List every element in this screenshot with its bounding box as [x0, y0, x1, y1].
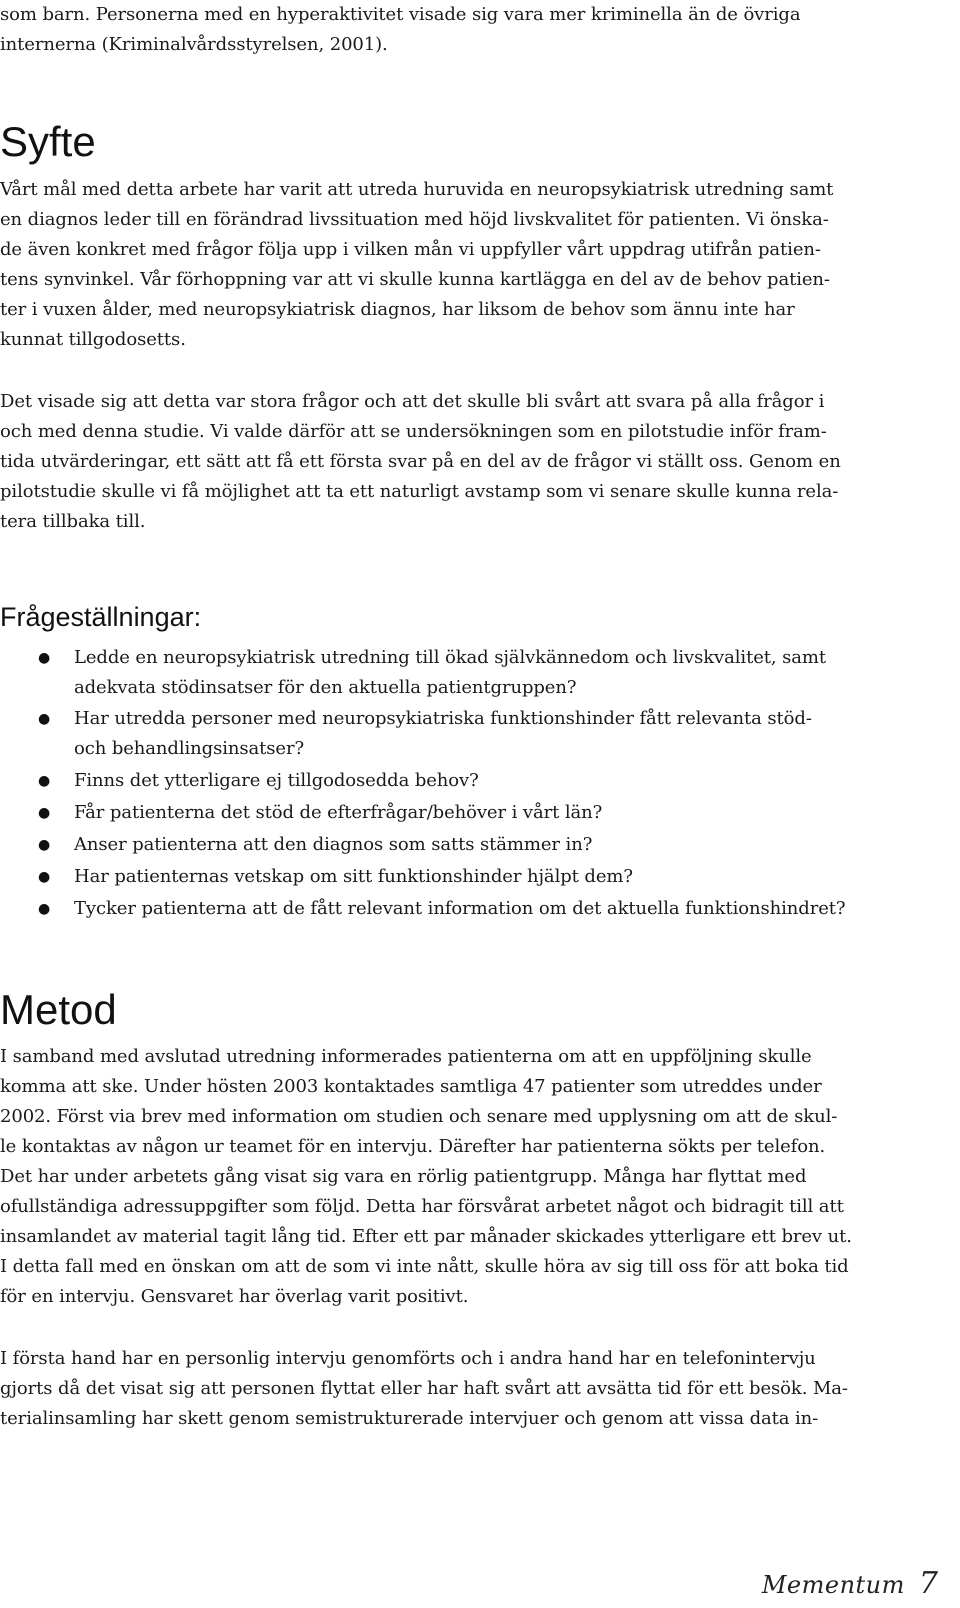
section-heading-fragestallningar: Frågeställningar: — [0, 602, 202, 632]
metod-paragraph-1-line: ofullständiga adressuppgifter som följd. Detta har försvårat arbetet något och bidragit till att — [0, 1196, 844, 1217]
syfte-paragraph-1-line: kunnat tillgodosetts. — [0, 329, 186, 350]
intro-line: internerna (Kriminalvårdsstyrelsen, 2001). — [0, 34, 388, 55]
metod-paragraph-2-line: I första hand har en personlig intervju genomförts och i andra hand har en telefonintervju — [0, 1348, 816, 1369]
metod-paragraph-1-line: komma att ske. Under hösten 2003 kontaktades samtliga 47 patienter som utreddes under — [0, 1076, 822, 1097]
question-list-item: Finns det ytterligare ej tillgodosedda behov? — [74, 770, 479, 791]
metod-paragraph-1-line: le kontaktas av någon ur teamet för en intervju. Därefter har patienterna sökts per telefon. — [0, 1136, 826, 1157]
question-list-item: Får patienterna det stöd de efterfrågar/behöver i vårt län? — [74, 802, 603, 823]
question-list-item: Har utredda personer med neuropsykiatriska funktionshinder fått relevanta stöd- — [74, 708, 812, 729]
syfte-paragraph-1-line: ter i vuxen ålder, med neuropsykiatrisk diagnos, har liksom de behov som ännu inte har — [0, 299, 795, 320]
page-footer — [762, 1566, 938, 1601]
bullet-icon: ● — [38, 837, 51, 853]
bullet-icon: ● — [38, 650, 51, 666]
syfte-paragraph-2-line: och med denna studie. Vi valde därför att se undersökningen som en pilotstudie inför fram- — [0, 421, 827, 442]
question-list-item-continuation: och behandlingsinsatser? — [74, 738, 305, 759]
metod-paragraph-1-line: Det har under arbetets gång visat sig vara en rörlig patientgrupp. Många har flyttat med — [0, 1166, 807, 1187]
bullet-icon: ● — [38, 711, 51, 727]
bullet-icon: ● — [38, 901, 51, 917]
metod-paragraph-2-line: terialinsamling har skett genom semistrukturerade intervjuer och genom att vissa data in- — [0, 1408, 819, 1429]
bullet-icon: ● — [38, 805, 51, 821]
syfte-paragraph-2-line: Det visade sig att detta var stora frågor och att det skulle bli svårt att svara på alla frågor i — [0, 391, 825, 412]
syfte-paragraph-1-line: en diagnos leder till en förändrad livssituation med höjd livskvalitet för patienten. Vi önska- — [0, 209, 829, 230]
section-heading-metod: Metod — [0, 986, 117, 1033]
metod-paragraph-1-line: I samband med avslutad utredning informerades patienterna om att en uppföljning skulle — [0, 1046, 812, 1067]
question-list-item: Ledde en neuropsykiatrisk utredning till ökad självkännedom och livskvalitet, samt — [74, 647, 827, 668]
question-list-item-continuation: adekvata stödinsatser för den aktuella patientgruppen? — [74, 677, 577, 698]
metod-paragraph-1-line: 2002. Först via brev med information om studien och senare med upplysning om att de skul- — [0, 1106, 838, 1127]
question-list-item: Tycker patienterna att de fått relevant information om det aktuella funktionshindret? — [74, 898, 846, 919]
syfte-paragraph-1-line: Vårt mål med detta arbete har varit att utreda huruvida en neuropsykiatrisk utredning samt — [0, 179, 834, 200]
publication-name: Mementum — [761, 1571, 905, 1599]
syfte-paragraph-1-line: de även konkret med frågor följa upp i vilken mån vi uppfyller vårt uppdrag utifrån patien- — [0, 239, 821, 260]
page-number: 7 — [918, 1566, 938, 1601]
syfte-paragraph-2-line: tida utvärderingar, ett sätt att få ett första svar på en del av de frågor vi ställt oss. Genom en — [0, 451, 841, 472]
bullet-icon: ● — [38, 869, 51, 885]
question-list-item: Anser patienterna att den diagnos som satts stämmer in? — [74, 834, 593, 855]
section-heading-syfte: Syfte — [0, 118, 96, 165]
metod-paragraph-1-line: insamlandet av material tagit lång tid. Efter ett par månader skickades ytterligare ett brev ut. — [0, 1226, 852, 1247]
question-list-item: Har patienternas vetskap om sitt funktionshinder hjälpt dem? — [74, 866, 633, 887]
metod-paragraph-2-line: gjorts då det visat sig att personen flyttat eller har haft svårt att avsätta tid för ett besök. Ma- — [0, 1378, 848, 1399]
intro-line: som barn. Personerna med en hyperaktivitet visade sig vara mer kriminella än de övriga — [0, 4, 801, 25]
metod-paragraph-1-line: I detta fall med en önskan om att de som vi inte nått, skulle höra av sig till oss för att boka tid — [0, 1256, 849, 1277]
syfte-paragraph-2-line: pilotstudie skulle vi få möjlighet att ta ett naturligt avstamp som vi senare skulle kunna rela- — [0, 481, 839, 502]
bullet-icon: ● — [38, 773, 51, 789]
syfte-paragraph-1-line: tens synvinkel. Vår förhoppning var att vi skulle kunna kartlägga en del av de behov patien- — [0, 269, 830, 290]
metod-paragraph-1-line: för en intervju. Gensvaret har överlag varit positivt. — [0, 1286, 469, 1307]
syfte-paragraph-2-line: tera tillbaka till. — [0, 511, 146, 532]
